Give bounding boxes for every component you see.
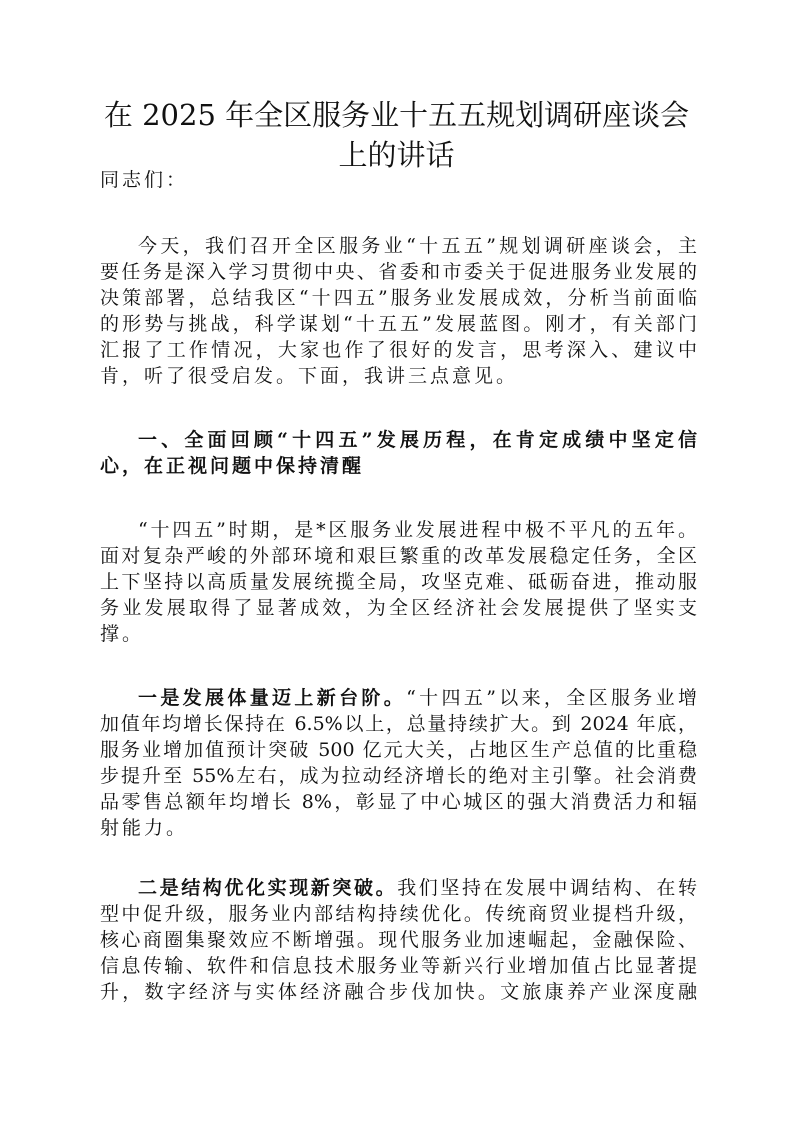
paragraph-point-2 xyxy=(100,875,697,1005)
text-line: 今天，我们召开全区服务业“十五五”规划调研座谈会，主 xyxy=(138,235,697,257)
text-line: 射能力。 xyxy=(100,817,189,839)
text-line: 型中促升级，服务业内部结构持续优化。传统商贸业提档升级， xyxy=(100,903,697,925)
text-span: “十四五”以来，全区服务业增 xyxy=(406,687,697,709)
text-line: 上下坚持以高质量发展统揽全局，攻坚克难、砥砺奋进，推动服 xyxy=(100,571,697,593)
section-heading-1 xyxy=(100,427,697,479)
paragraph-overview xyxy=(100,517,697,647)
paragraph-point-1 xyxy=(100,685,697,841)
text-line: “十四五”时期，是*区服务业发展进程中极不平凡的五年。 xyxy=(138,519,697,541)
heading-line: 一、全面回顾“十四五”发展历程，在肯定成绩中坚定信 xyxy=(138,429,697,451)
document-title xyxy=(90,95,703,175)
text-line: 核心商圈集聚效应不断增强。现代服务业加速崛起，金融保险、 xyxy=(100,929,697,951)
text-line: 面对复杂严峻的外部环境和艰巨繁重的改革发展稳定任务，全区 xyxy=(100,545,697,567)
text-line: 撑。 xyxy=(100,623,145,645)
text-line: 服务业增加值预计突破 500 亿元大关，占地区生产总值的比重稳 xyxy=(100,739,697,761)
text-line: 的形势与挑战，科学谋划“十五五”发展蓝图。刚才，有关部门 xyxy=(100,313,697,335)
title-line-1: 在 2025 年全区服务业十五五规划调研座谈会 xyxy=(103,98,690,132)
text-span: 我们坚持在发展中调结构、在转 xyxy=(397,877,697,899)
text-line: 汇报了工作情况，大家也作了很好的发言，思考深入、建议中 xyxy=(100,339,697,361)
text-line: 要任务是深入学习贯彻中央、省委和市委关于促进服务业发展的 xyxy=(100,261,697,283)
text-line xyxy=(100,875,697,901)
paragraph-intro xyxy=(100,233,697,389)
text-line: 务业发展取得了显著成效，为全区经济社会发展提供了坚实支 xyxy=(100,597,697,619)
text-line: 步提升至 55%左右，成为拉动经济增长的绝对主引擎。社会消费 xyxy=(100,765,697,787)
bold-lead: 一是发展体量迈上新台阶。 xyxy=(138,687,407,709)
document-body xyxy=(100,167,697,1005)
text-line: 品零售总额年均增长 8%，彰显了中心城区的强大消费活力和辐 xyxy=(100,791,697,813)
salutation: 同志们： xyxy=(100,169,189,191)
text-line: 信息传输、软件和信息技术服务业等新兴行业增加值占比显著提 xyxy=(100,955,697,977)
heading-line: 心，在正视问题中保持清醒 xyxy=(100,455,365,477)
text-line: 升，数字经济与实体经济融合步伐加快。文旅康养产业深度融 xyxy=(100,981,697,1003)
bold-lead: 二是结构优化实现新突破。 xyxy=(138,877,398,899)
text-line xyxy=(100,685,697,711)
text-line: 加值年均增长保持在 6.5%以上，总量持续扩大。到 2024 年底， xyxy=(100,713,697,735)
text-line: 肯，听了很受启发。下面，我讲三点意见。 xyxy=(100,365,519,387)
title-line-2: 上的讲话 xyxy=(338,138,455,172)
text-line: 决策部署，总结我区“十四五”服务业发展成效，分析当前面临 xyxy=(100,287,697,309)
